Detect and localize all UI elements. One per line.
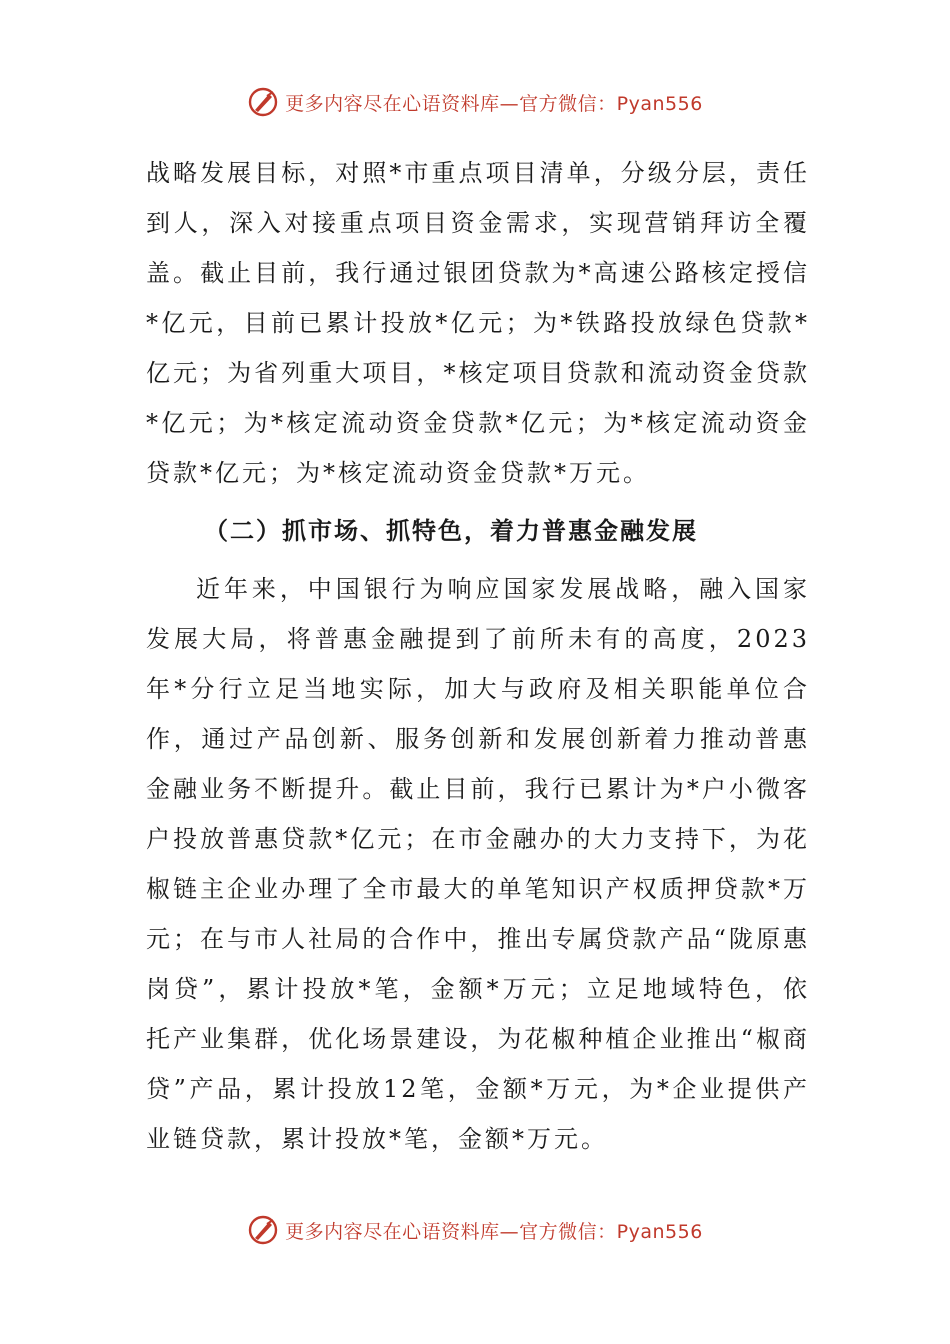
quill-logo-icon: [247, 86, 279, 118]
footer-watermark-banner: [0, 1210, 950, 1250]
watermark-text: 更多内容尽在心语资料库—官方微信：Pyan556: [285, 1220, 703, 1243]
document-body: [146, 148, 810, 1164]
paragraph-2: 近年来，中国银行为响应国家发展战略，融入国家发展大局，将普惠金融提到了前所未有的高度，2023年*分行立足当地实际，加大与政府及相关职能单位合作，通过产品创新、服务创新和发展创新着力推动普惠金融业务不断提升。截止目前，我行已累计为*户小微客户投放普惠贷款*亿元；在市金融办的大力支持下，为花椒链主企业办理了全市最大的单笔知识产权质押贷款*万元；在与市人社局的合作中，推出专属贷款产品“陇原惠岗贷”，累计投放*笔，金额*万元；立足地域特色，依托产业集群，优化场景建设，为花椒种植企业推出“椒商贷”产品，累计投放12笔，金额*万元，为*企业提供产业链贷款，累计投放*笔，金额*万元。: [146, 575, 810, 1153]
watermark-text: 更多内容尽在心语资料库—官方微信：Pyan556: [285, 92, 703, 115]
quill-logo-icon: [247, 1214, 279, 1246]
header-watermark-banner: [0, 82, 950, 122]
paragraph-1: 战略发展目标，对照*市重点项目清单，分级分层，责任到人，深入对接重点项目资金需求，实现营销拜访全覆盖。截止目前，我行通过银团贷款为*高速公路核定授信*亿元，目前已累计投放*亿元；为*铁路投放绿色贷款*亿元；为省列重大项目，*核定项目贷款和流动资金贷款*亿元；为*核定流动资金贷款*亿元；为*核定流动资金贷款*亿元；为*核定流动资金贷款*万元。: [146, 159, 810, 487]
section-heading-2: （二）抓市场、抓特色，着力普惠金融发展: [204, 516, 698, 545]
